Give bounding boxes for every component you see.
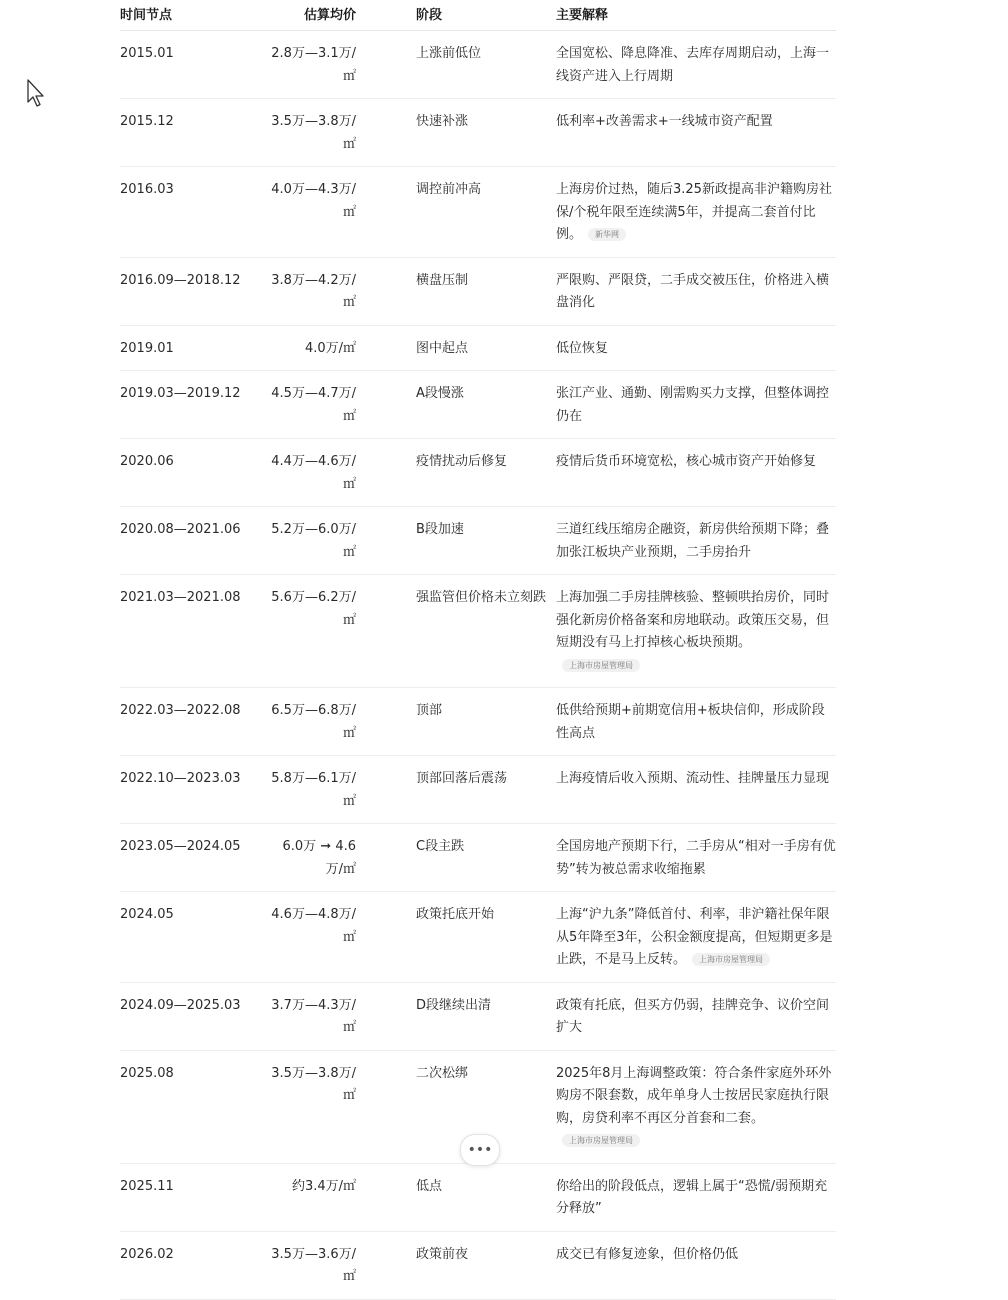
- row-stage-text: 上涨前低位: [416, 46, 482, 61]
- row-price: [270, 99, 386, 167]
- row-time-text: 2015.01: [120, 46, 174, 61]
- row-stage: [386, 439, 556, 507]
- more-options-button[interactable]: [460, 1134, 500, 1166]
- source-tag[interactable]: 新华网: [588, 228, 626, 241]
- row-price: [270, 371, 386, 439]
- table-row: [120, 1163, 836, 1231]
- row-explain-text: 低位恢复: [556, 340, 609, 356]
- row-price-text: 6.0万 ➞ 4.6万/㎡: [282, 839, 356, 877]
- row-price: [270, 167, 386, 258]
- table-row: [120, 756, 836, 824]
- row-stage: [386, 325, 556, 371]
- row-time-text: 2023.05—2024.05: [120, 839, 241, 854]
- row-explain-text: 上海“沪九条”降低首付、利率，非沪籍社保年限从5年降至3年，公积金额度提高，但短期更多是止跌，不是马上反转。: [556, 907, 833, 967]
- row-time: [120, 756, 270, 824]
- row-time: [120, 99, 270, 167]
- row-stage: [386, 892, 556, 983]
- row-price: [270, 257, 386, 325]
- row-time-text: 2024.09—2025.03: [120, 997, 241, 1013]
- row-time-text: 2016.03: [120, 182, 174, 197]
- content-area: [120, 0, 836, 1300]
- row-stage: [386, 824, 556, 892]
- row-stage: [386, 1163, 556, 1231]
- row-price: [270, 325, 386, 371]
- row-explain: [556, 507, 836, 575]
- price-timeline-table: [120, 0, 836, 1300]
- row-time: [120, 257, 270, 325]
- row-stage: [386, 167, 556, 258]
- row-stage-text: D段继续出清: [416, 997, 492, 1013]
- row-stage-text: 快速补涨: [416, 114, 469, 129]
- row-time: [120, 167, 270, 258]
- row-price: [270, 756, 386, 824]
- row-price-text: 4.6万—4.8万/㎡: [271, 907, 356, 945]
- row-time-text: 2022.03—2022.08: [120, 703, 241, 718]
- table-row: [120, 575, 836, 688]
- row-price-text: 2.8万—3.1万/㎡: [271, 46, 356, 84]
- row-time-text: 2024.05: [120, 907, 174, 922]
- row-price-text: 约3.4万/㎡: [291, 1178, 356, 1194]
- table-row: [120, 824, 836, 892]
- row-price: [270, 688, 386, 756]
- row-time-text: 2016.09—2018.12: [120, 272, 241, 288]
- row-price: [270, 1050, 386, 1163]
- table-row: [120, 1231, 836, 1299]
- row-price: [270, 575, 386, 688]
- row-time-text: 2025.11: [120, 1178, 174, 1194]
- row-explain: [556, 575, 836, 688]
- row-stage-text: 政策托底开始: [416, 907, 495, 922]
- row-stage-text: 横盘压制: [416, 272, 469, 288]
- row-explain-text: 上海疫情后收入预期、流动性、挂牌量压力显现: [556, 771, 830, 786]
- row-price: [270, 892, 386, 983]
- row-explain-text: 2025年8月上海调整政策：符合条件家庭外环外购房不限套数，成年单身人士按居民家庭执行限购，房贷利率不再区分首套和二套。: [556, 1065, 832, 1126]
- row-explain: [556, 1231, 836, 1299]
- row-stage: [386, 257, 556, 325]
- row-explain: [556, 31, 836, 99]
- row-price-text: 4.0万—4.3万/㎡: [271, 182, 356, 220]
- row-stage-text: C段主跌: [416, 839, 465, 854]
- row-stage-text: 低点: [416, 1178, 443, 1194]
- table-row: [120, 371, 836, 439]
- row-stage-text: 强监管但价格未立刻跌: [416, 590, 547, 605]
- row-time: [120, 439, 270, 507]
- row-price-text: 4.4万—4.6万/㎡: [271, 454, 356, 492]
- source-tag[interactable]: 上海市房屋管理局: [562, 1134, 640, 1147]
- table-row: [120, 507, 836, 575]
- row-stage: [386, 31, 556, 99]
- row-explain-text: 三道红线压缩房企融资，新房供给预期下降；叠加张江板块产业预期，二手房抬升: [556, 522, 830, 560]
- row-price-text: 4.0万/㎡: [304, 340, 356, 356]
- row-explain-text: 低利率+改善需求+一线城市资产配置: [556, 114, 773, 129]
- row-explain-text: 成交已有修复迹象，但价格仍低: [556, 1246, 739, 1262]
- row-explain-text: 全国宽松、降息降准、去库存周期启动，上海一线资产进入上行周期: [556, 46, 830, 84]
- mouse-cursor-icon: [26, 79, 46, 109]
- row-time: [120, 507, 270, 575]
- row-price-text: 3.5万—3.6万/㎡: [271, 1246, 356, 1284]
- row-price: [270, 1231, 386, 1299]
- row-time: [120, 31, 270, 99]
- row-stage: [386, 1231, 556, 1299]
- row-explain-text: 低供给预期+前期宽信用+板块信仰，形成阶段性高点: [556, 703, 825, 741]
- row-time: [120, 325, 270, 371]
- row-explain-text: 严限购、严限贷，二手成交被压住，价格进入横盘消化: [556, 272, 830, 310]
- row-stage: [386, 688, 556, 756]
- table-row: [120, 31, 836, 99]
- row-price-text: 3.5万—3.8万/㎡: [271, 1065, 356, 1103]
- row-time-text: 2015.12: [120, 114, 174, 129]
- more-icon: •••: [467, 1142, 493, 1158]
- row-time-text: 2025.08: [120, 1065, 174, 1081]
- row-explain: [556, 892, 836, 983]
- row-time-text: 2026.02: [120, 1246, 174, 1262]
- row-time: [120, 1050, 270, 1163]
- row-explain: [556, 325, 836, 371]
- row-stage-text: 调控前冲高: [416, 182, 482, 197]
- row-price-text: 6.5万—6.8万/㎡: [271, 703, 356, 741]
- row-price-text: 4.5万—4.7万/㎡: [271, 386, 356, 424]
- row-stage-text: 顶部回落后震荡: [416, 771, 508, 786]
- row-price: [270, 1163, 386, 1231]
- row-stage: [386, 371, 556, 439]
- row-explain: [556, 439, 836, 507]
- table-row: [120, 99, 836, 167]
- row-time-text: 2020.08—2021.06: [120, 522, 241, 537]
- row-stage: [386, 99, 556, 167]
- row-explain-text: 张江产业、通勤、刚需购买力支撑，但整体调控仍在: [556, 386, 830, 424]
- row-explain: [556, 167, 836, 258]
- row-stage: [386, 575, 556, 688]
- header-explain: 主要解释: [556, 0, 836, 31]
- row-stage-text: B段加速: [416, 522, 464, 537]
- table-header: [120, 0, 836, 31]
- row-price: [270, 439, 386, 507]
- row-time-text: 2022.10—2023.03: [120, 771, 241, 786]
- row-price-text: 5.6万—6.2万/㎡: [271, 590, 356, 628]
- row-explain-text: 你给出的阶段低点，逻辑上属于“恐慌/弱预期充分释放”: [556, 1178, 828, 1216]
- row-stage: [386, 756, 556, 824]
- row-explain: [556, 756, 836, 824]
- header-time: 时间节点: [120, 0, 270, 31]
- table-row: [120, 982, 836, 1050]
- row-stage-text: A段慢涨: [416, 386, 464, 401]
- table-body: [120, 31, 836, 1300]
- header-price: 估算均价: [270, 0, 386, 31]
- table-row: [120, 325, 836, 371]
- row-price: [270, 31, 386, 99]
- row-time: [120, 371, 270, 439]
- row-time: [120, 688, 270, 756]
- row-explain: [556, 371, 836, 439]
- row-explain-text: 政策有托底，但买方仍弱，挂牌竞争、议价空间扩大: [556, 997, 830, 1035]
- row-time: [120, 1231, 270, 1299]
- row-explain-text: 疫情后货币环境宽松，核心城市资产开始修复: [556, 454, 817, 469]
- row-explain: [556, 982, 836, 1050]
- row-stage-text: 疫情扰动后修复: [416, 454, 508, 469]
- row-stage: [386, 507, 556, 575]
- row-time-text: 2020.06: [120, 454, 174, 469]
- row-time-text: 2019.03—2019.12: [120, 386, 241, 401]
- row-explain: [556, 688, 836, 756]
- row-price: [270, 982, 386, 1050]
- row-price-text: 3.7万—4.3万/㎡: [271, 997, 356, 1035]
- row-price-text: 3.5万—3.8万/㎡: [271, 114, 356, 152]
- row-stage: [386, 982, 556, 1050]
- row-explain-text: 上海房价过热，随后3.25新政提高非沪籍购房社保/个税年限至连续满5年，并提高二套首付比例。: [556, 182, 832, 242]
- row-stage-text: 政策前夜: [416, 1246, 469, 1262]
- row-explain: [556, 1163, 836, 1231]
- row-price-text: 3.8万—4.2万/㎡: [271, 272, 356, 310]
- row-explain: [556, 824, 836, 892]
- row-explain: [556, 99, 836, 167]
- row-time: [120, 824, 270, 892]
- row-time: [120, 575, 270, 688]
- row-explain-text: 上海加强二手房挂牌核验、整顿哄抬房价，同时强化新房价格备案和房地联动。政策压交易，但短期没有马上打掉核心板块预期。: [556, 590, 830, 650]
- row-price: [270, 824, 386, 892]
- source-tag[interactable]: 上海市房屋管理局: [562, 659, 640, 672]
- table-row: [120, 167, 836, 258]
- row-price-text: 5.2万—6.0万/㎡: [271, 522, 356, 560]
- header-stage: 阶段: [386, 0, 556, 31]
- row-explain: [556, 257, 836, 325]
- table-row: [120, 892, 836, 983]
- row-price-text: 5.8万—6.1万/㎡: [271, 771, 356, 809]
- row-time-text: 2021.03—2021.08: [120, 590, 241, 605]
- row-time-text: 2019.01: [120, 340, 174, 356]
- source-tag[interactable]: 上海市房屋管理局: [692, 953, 770, 966]
- row-time: [120, 1163, 270, 1231]
- row-stage-text: 图中起点: [416, 340, 469, 356]
- table-row: [120, 257, 836, 325]
- row-explain-text: 全国房地产预期下行，二手房从“相对一手房有优势”转为被总需求收缩拖累: [556, 839, 836, 877]
- row-stage-text: 二次松绑: [416, 1065, 469, 1081]
- row-stage-text: 顶部: [416, 703, 443, 718]
- row-price: [270, 507, 386, 575]
- table-row: [120, 688, 836, 756]
- row-time: [120, 892, 270, 983]
- row-time: [120, 982, 270, 1050]
- table-row: [120, 439, 836, 507]
- row-explain: [556, 1050, 836, 1163]
